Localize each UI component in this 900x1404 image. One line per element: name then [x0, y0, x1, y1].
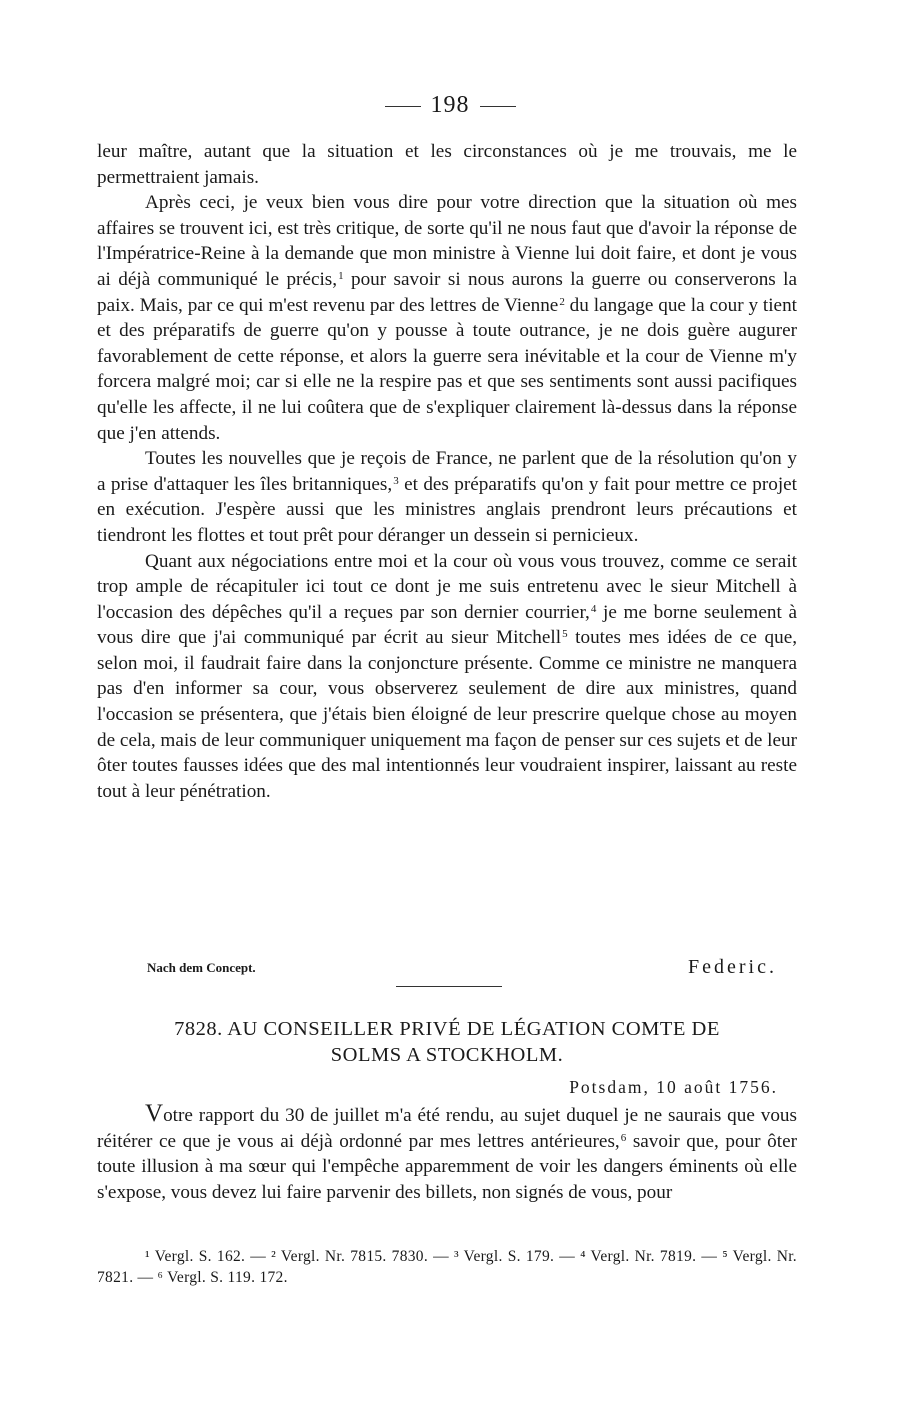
- dateline: Potsdam, 10 août 1756.: [569, 1077, 778, 1097]
- paragraph-text: et des préparatifs qu'on y fait pour mettre ce projet en exécution. J'espère aussi que les ministres anglais prendront leurs précautions et tiendront les flottes et tout prêt pour déranger un dessein si pernicieux.: [97, 473, 797, 546]
- page-number: 198: [430, 92, 470, 118]
- footnotes: ¹ Vergl. S. 162. — ² Vergl. Nr. 7815. 7830. — ³ Vergl. S. 179. — ⁴ Vergl. Nr. 7819. — ⁵ Vergl. Nr. 7821. — ⁶ Vergl. S. 119. 172.: [97, 1248, 797, 1286]
- paragraph: [97, 190, 797, 446]
- paragraph-text: Toutes les nouvelles que je reçois de France, ne parlent que de la résolution qu'on y a prise d'attaquer les îles britanniques,: [97, 448, 797, 495]
- paragraph: [97, 446, 797, 548]
- footnote-marker: 1: [338, 269, 344, 282]
- paragraph: [97, 1101, 797, 1205]
- paragraph-text: pour savoir si nous aurons la guerre ou conserverons la paix. Mais, par ce qui m'est revenu par des lettres de Vienne: [97, 268, 798, 316]
- letter-7828-body: [97, 1101, 797, 1205]
- heading-line: 7828. AU CONSEILLER PRIVÉ DE LÉGATION COMTE DE: [174, 1018, 720, 1040]
- paragraph-text: Après ceci, je veux bien vous dire pour votre direction que la situation où mes affaires se trouvent ici, est très critique, de sorte qu'il ne nous faut que d'avoir la réponse de l'Impératrice-Reine à la demande que mon ministre à Vienne lui doit faire, et dont je vous ai déjà communiqué le précis,: [97, 192, 797, 290]
- header-dash-right: [480, 106, 516, 107]
- paragraph-text: du langage que la cour y tient et des préparatifs de guerre qu'on y pousse à toute outrance, je ne dois guère augurer favorablement de cette réponse, et alors la guerre sera inévitable et la cour de Vienne m'y forcera malgré moi; car si elle ne la respire pas et que ses sentiments sont aussi pacifiques qu'elle les affecte, il ne lui coûtera que de s'expliquer clairement là-dessus dans la réponse que j'en attends.: [97, 294, 797, 444]
- drop-cap: V: [145, 1100, 164, 1127]
- heading-line: SOLMS A STOCKHOLM.: [330, 1044, 564, 1066]
- paragraph-text: leur maître, autant que la situation et les circonstances où je me trouvais, me le permettraient jamais.: [97, 141, 797, 188]
- footnote-marker: 2: [559, 295, 565, 308]
- page-number-header: [0, 92, 900, 119]
- letter-heading: [97, 1016, 797, 1068]
- header-dash-left: [385, 106, 421, 107]
- paragraph-text: otre rapport du 30 de juillet m'a été rendu, au sujet duquel je ne saurais que vous réitérer ce que je vous ai déjà ordonné par mes lettres antérieures,: [97, 1105, 797, 1152]
- source-note: Nach dem Concept.: [147, 960, 256, 975]
- paragraph: [97, 139, 797, 190]
- paragraph-text: savoir que, pour ôter toute illusion à ma sœur qui l'empêche apparemment de voir les dangers éminents où elle s'expose, vous devez lui faire parvenir des billets, non signés de vous, pour: [97, 1130, 797, 1203]
- letter-signoff: [147, 958, 777, 984]
- paragraph-text: toutes mes idées de ce que, selon moi, il faudrait faire dans la conjoncture présente. Comme ce ministre ne manquera pas d'en informer sa cour, vous observerez seulement de dire aux ministres, quand l'occasion se présentera, que j'étais bien éloigné de leur prescrire quelque chose au moyen de cela, mais de leur communiquer uniquement ma façon de penser sur ces sujets et de leur ôter toutes fausses idées que des mal intentionnés leur voudraient inspirer, laissant au reste tout à leur pénétration.: [97, 627, 798, 802]
- footnote-marker: 4: [590, 602, 597, 615]
- footnote-marker: 3: [393, 474, 399, 487]
- footnote-marker: 6: [620, 1131, 627, 1144]
- paragraph-text: Quant aux négociations entre moi et la cour où vous vous trouvez, comme ce serait trop ample de récapituler ici tout ce dont je me suis entretenu avec le sieur Mitchell à l'occasion des dépêches qu'il a reçues par son dernier courrier,: [97, 550, 797, 623]
- letter-continued-body: [97, 139, 797, 804]
- footnote-marker: 5: [562, 628, 568, 641]
- paragraph: [97, 549, 797, 805]
- paragraph-text: je me borne seulement à vous dire que j'ai communiqué par écrit au sieur Mitchell: [97, 601, 797, 649]
- signature: Federic.: [688, 956, 777, 978]
- section-divider: [396, 986, 502, 987]
